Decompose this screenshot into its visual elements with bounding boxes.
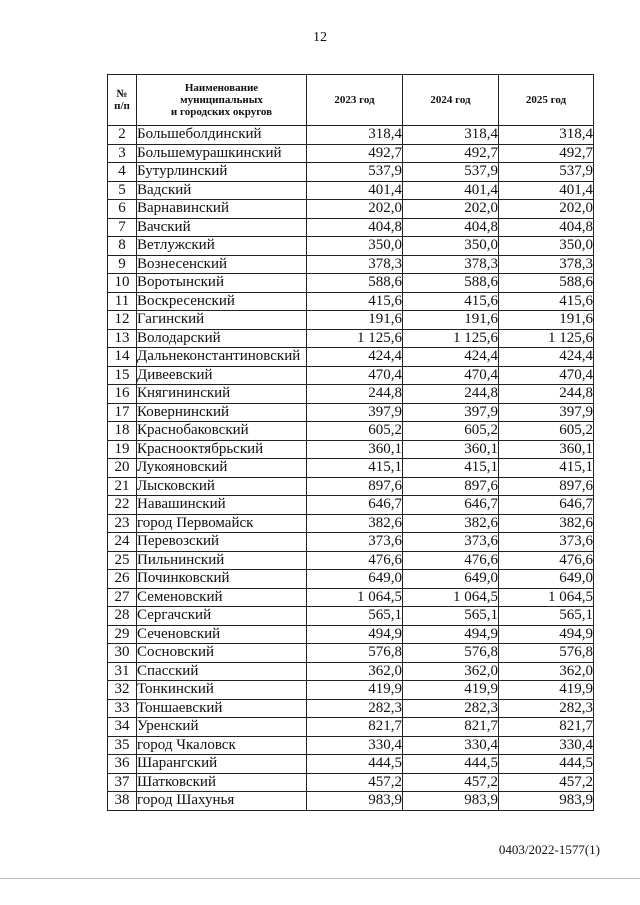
row-number: 13 <box>108 329 137 348</box>
table-row <box>108 440 594 459</box>
municipality-name: Вознесенский <box>137 255 307 274</box>
value-2025: 605,2 <box>499 422 594 441</box>
table-row <box>108 218 594 237</box>
municipality-name: Краснооктябрьский <box>137 440 307 459</box>
row-number: 8 <box>108 237 137 256</box>
header-2025: 2025 год <box>499 75 594 126</box>
municipality-name: Тонкинский <box>137 681 307 700</box>
value-2025: 646,7 <box>499 496 594 515</box>
value-2023: 983,9 <box>307 792 403 811</box>
municipality-name: Спасский <box>137 662 307 681</box>
municipality-name: Лысковский <box>137 477 307 496</box>
value-2023: 649,0 <box>307 570 403 589</box>
row-number: 10 <box>108 274 137 293</box>
municipality-name: Починковский <box>137 570 307 589</box>
municipality-name: Сеченовский <box>137 625 307 644</box>
value-2023: 646,7 <box>307 496 403 515</box>
value-2025: 470,4 <box>499 366 594 385</box>
row-number: 25 <box>108 551 137 570</box>
value-2025: 457,2 <box>499 773 594 792</box>
value-2024: 424,4 <box>403 348 499 367</box>
value-2023: 244,8 <box>307 385 403 404</box>
municipality-name: Дивеевский <box>137 366 307 385</box>
value-2025: 360,1 <box>499 440 594 459</box>
value-2023: 1 125,6 <box>307 329 403 348</box>
value-2024: 415,6 <box>403 292 499 311</box>
value-2025: 373,6 <box>499 533 594 552</box>
value-2025: 897,6 <box>499 477 594 496</box>
row-number: 17 <box>108 403 137 422</box>
row-number: 38 <box>108 792 137 811</box>
value-2025: 244,8 <box>499 385 594 404</box>
value-2023: 330,4 <box>307 736 403 755</box>
municipality-name: Лукояновский <box>137 459 307 478</box>
value-2023: 282,3 <box>307 699 403 718</box>
table-row <box>108 792 594 811</box>
value-2023: 821,7 <box>307 718 403 737</box>
value-2024: 476,6 <box>403 551 499 570</box>
document-code: 0403/2022-1577(1) <box>498 842 600 857</box>
table-row <box>108 200 594 219</box>
value-2025: 494,9 <box>499 625 594 644</box>
value-2025: 537,9 <box>499 163 594 182</box>
table-row <box>108 163 594 182</box>
value-2023: 397,9 <box>307 403 403 422</box>
value-2024: 202,0 <box>403 200 499 219</box>
municipal-funding-table <box>107 74 594 811</box>
value-2025: 444,5 <box>499 755 594 774</box>
table-row <box>108 662 594 681</box>
table-row <box>108 311 594 330</box>
municipality-name: Дальнеконстантиновский <box>137 348 307 367</box>
row-number: 35 <box>108 736 137 755</box>
value-2023: 588,6 <box>307 274 403 293</box>
table-row <box>108 477 594 496</box>
value-2024: 444,5 <box>403 755 499 774</box>
value-2024: 537,9 <box>403 163 499 182</box>
value-2023: 576,8 <box>307 644 403 663</box>
row-number: 34 <box>108 718 137 737</box>
header-name: Наименование муниципальных и городских округов <box>137 75 307 126</box>
row-number: 37 <box>108 773 137 792</box>
value-2024: 382,6 <box>403 514 499 533</box>
value-2024: 576,8 <box>403 644 499 663</box>
row-number: 32 <box>108 681 137 700</box>
municipality-name: Воротынский <box>137 274 307 293</box>
municipality-name: Шарангский <box>137 755 307 774</box>
value-2024: 588,6 <box>403 274 499 293</box>
value-2025: 401,4 <box>499 181 594 200</box>
table-row <box>108 755 594 774</box>
value-2024: 362,0 <box>403 662 499 681</box>
row-number: 33 <box>108 699 137 718</box>
header-2024: 2024 год <box>403 75 499 126</box>
value-2024: 821,7 <box>403 718 499 737</box>
value-2024: 404,8 <box>403 218 499 237</box>
municipality-name: Большемурашкинский <box>137 144 307 163</box>
table-body <box>108 126 594 811</box>
municipality-name: Вачский <box>137 218 307 237</box>
page-number: 12 <box>313 30 327 45</box>
municipality-name: город Шахунья <box>137 792 307 811</box>
value-2023: 565,1 <box>307 607 403 626</box>
table-row <box>108 736 594 755</box>
value-2024: 397,9 <box>403 403 499 422</box>
value-2025: 983,9 <box>499 792 594 811</box>
municipality-name: Перевозский <box>137 533 307 552</box>
table-row <box>108 496 594 515</box>
municipality-name: Варнавинский <box>137 200 307 219</box>
value-2023: 897,6 <box>307 477 403 496</box>
table-row <box>108 255 594 274</box>
value-2023: 360,1 <box>307 440 403 459</box>
municipality-name: Вадский <box>137 181 307 200</box>
municipality-name: Шатковский <box>137 773 307 792</box>
table-row <box>108 459 594 478</box>
municipality-name: Уренский <box>137 718 307 737</box>
table-row <box>108 329 594 348</box>
municipality-name: город Чкаловск <box>137 736 307 755</box>
table-row <box>108 403 594 422</box>
municipality-name: город Первомайск <box>137 514 307 533</box>
value-2023: 457,2 <box>307 773 403 792</box>
value-2024: 897,6 <box>403 477 499 496</box>
row-number: 21 <box>108 477 137 496</box>
row-number: 4 <box>108 163 137 182</box>
row-number: 2 <box>108 126 137 145</box>
header-2023: 2023 год <box>307 75 403 126</box>
row-number: 30 <box>108 644 137 663</box>
row-number: 26 <box>108 570 137 589</box>
municipality-name: Воскресенский <box>137 292 307 311</box>
municipality-name: Сосновский <box>137 644 307 663</box>
value-2025: 1 125,6 <box>499 329 594 348</box>
municipality-name: Ковернинский <box>137 403 307 422</box>
header-num: № п/п <box>108 75 137 126</box>
value-2023: 202,0 <box>307 200 403 219</box>
municipality-name: Ветлужский <box>137 237 307 256</box>
value-2025: 476,6 <box>499 551 594 570</box>
value-2025: 424,4 <box>499 348 594 367</box>
table-row <box>108 699 594 718</box>
value-2023: 318,4 <box>307 126 403 145</box>
value-2023: 404,8 <box>307 218 403 237</box>
row-number: 6 <box>108 200 137 219</box>
table-row <box>108 773 594 792</box>
value-2024: 457,2 <box>403 773 499 792</box>
value-2025: 318,4 <box>499 126 594 145</box>
value-2023: 537,9 <box>307 163 403 182</box>
value-2025: 649,0 <box>499 570 594 589</box>
municipality-name: Володарский <box>137 329 307 348</box>
value-2024: 415,1 <box>403 459 499 478</box>
municipality-name: Большеболдинский <box>137 126 307 145</box>
row-number: 16 <box>108 385 137 404</box>
table-row <box>108 237 594 256</box>
value-2024: 419,9 <box>403 681 499 700</box>
value-2025: 565,1 <box>499 607 594 626</box>
table-row <box>108 348 594 367</box>
value-2024: 360,1 <box>403 440 499 459</box>
table-row <box>108 181 594 200</box>
value-2025: 415,6 <box>499 292 594 311</box>
value-2024: 401,4 <box>403 181 499 200</box>
value-2023: 362,0 <box>307 662 403 681</box>
row-number: 29 <box>108 625 137 644</box>
row-number: 36 <box>108 755 137 774</box>
value-2024: 330,4 <box>403 736 499 755</box>
value-2025: 378,3 <box>499 255 594 274</box>
value-2023: 476,6 <box>307 551 403 570</box>
value-2025: 191,6 <box>499 311 594 330</box>
row-number: 3 <box>108 144 137 163</box>
row-number: 19 <box>108 440 137 459</box>
row-number: 7 <box>108 218 137 237</box>
value-2023: 494,9 <box>307 625 403 644</box>
value-2023: 401,4 <box>307 181 403 200</box>
row-number: 11 <box>108 292 137 311</box>
value-2024: 470,4 <box>403 366 499 385</box>
row-number: 28 <box>108 607 137 626</box>
table-row <box>108 644 594 663</box>
value-2025: 350,0 <box>499 237 594 256</box>
row-number: 9 <box>108 255 137 274</box>
municipality-name: Пильнинский <box>137 551 307 570</box>
row-number: 14 <box>108 348 137 367</box>
table-header-row <box>108 75 594 126</box>
value-2024: 378,3 <box>403 255 499 274</box>
row-number: 15 <box>108 366 137 385</box>
row-number: 31 <box>108 662 137 681</box>
value-2024: 649,0 <box>403 570 499 589</box>
municipality-name: Гагинский <box>137 311 307 330</box>
table-row <box>108 533 594 552</box>
value-2025: 282,3 <box>499 699 594 718</box>
value-2025: 821,7 <box>499 718 594 737</box>
value-2023: 415,6 <box>307 292 403 311</box>
municipality-name: Сергачский <box>137 607 307 626</box>
value-2024: 191,6 <box>403 311 499 330</box>
value-2024: 605,2 <box>403 422 499 441</box>
municipality-name: Краснобаковский <box>137 422 307 441</box>
table-row <box>108 422 594 441</box>
value-2025: 202,0 <box>499 200 594 219</box>
municipality-name: Бутурлинский <box>137 163 307 182</box>
value-2025: 1 064,5 <box>499 588 594 607</box>
value-2025: 588,6 <box>499 274 594 293</box>
value-2024: 350,0 <box>403 237 499 256</box>
table-row <box>108 514 594 533</box>
table-row <box>108 551 594 570</box>
value-2024: 492,7 <box>403 144 499 163</box>
value-2025: 419,9 <box>499 681 594 700</box>
value-2023: 373,6 <box>307 533 403 552</box>
row-number: 24 <box>108 533 137 552</box>
municipality-name: Тоншаевский <box>137 699 307 718</box>
value-2024: 646,7 <box>403 496 499 515</box>
table-row <box>108 681 594 700</box>
table-row <box>108 126 594 145</box>
table-row <box>108 274 594 293</box>
value-2023: 605,2 <box>307 422 403 441</box>
value-2023: 1 064,5 <box>307 588 403 607</box>
value-2025: 492,7 <box>499 144 594 163</box>
row-number: 20 <box>108 459 137 478</box>
value-2023: 415,1 <box>307 459 403 478</box>
table-row <box>108 385 594 404</box>
value-2025: 362,0 <box>499 662 594 681</box>
value-2024: 244,8 <box>403 385 499 404</box>
value-2025: 382,6 <box>499 514 594 533</box>
value-2024: 983,9 <box>403 792 499 811</box>
value-2025: 330,4 <box>499 736 594 755</box>
footer-divider <box>0 878 640 879</box>
row-number: 22 <box>108 496 137 515</box>
value-2023: 424,4 <box>307 348 403 367</box>
value-2023: 378,3 <box>307 255 403 274</box>
value-2025: 576,8 <box>499 644 594 663</box>
row-number: 18 <box>108 422 137 441</box>
row-number: 12 <box>108 311 137 330</box>
value-2025: 415,1 <box>499 459 594 478</box>
value-2024: 494,9 <box>403 625 499 644</box>
municipality-name: Семеновский <box>137 588 307 607</box>
value-2025: 404,8 <box>499 218 594 237</box>
table-row <box>108 144 594 163</box>
value-2024: 565,1 <box>403 607 499 626</box>
value-2025: 397,9 <box>499 403 594 422</box>
value-2023: 419,9 <box>307 681 403 700</box>
value-2023: 470,4 <box>307 366 403 385</box>
row-number: 23 <box>108 514 137 533</box>
table-row <box>108 588 594 607</box>
value-2023: 382,6 <box>307 514 403 533</box>
table-row <box>108 607 594 626</box>
table-row <box>108 292 594 311</box>
row-number: 5 <box>108 181 137 200</box>
value-2024: 1 125,6 <box>403 329 499 348</box>
table-row <box>108 570 594 589</box>
table-row <box>108 625 594 644</box>
table-row <box>108 366 594 385</box>
row-number: 27 <box>108 588 137 607</box>
municipality-name: Навашинский <box>137 496 307 515</box>
table-row <box>108 718 594 737</box>
value-2023: 350,0 <box>307 237 403 256</box>
value-2023: 444,5 <box>307 755 403 774</box>
municipality-name: Княгининский <box>137 385 307 404</box>
value-2024: 282,3 <box>403 699 499 718</box>
value-2024: 1 064,5 <box>403 588 499 607</box>
value-2024: 318,4 <box>403 126 499 145</box>
value-2023: 492,7 <box>307 144 403 163</box>
value-2024: 373,6 <box>403 533 499 552</box>
value-2023: 191,6 <box>307 311 403 330</box>
